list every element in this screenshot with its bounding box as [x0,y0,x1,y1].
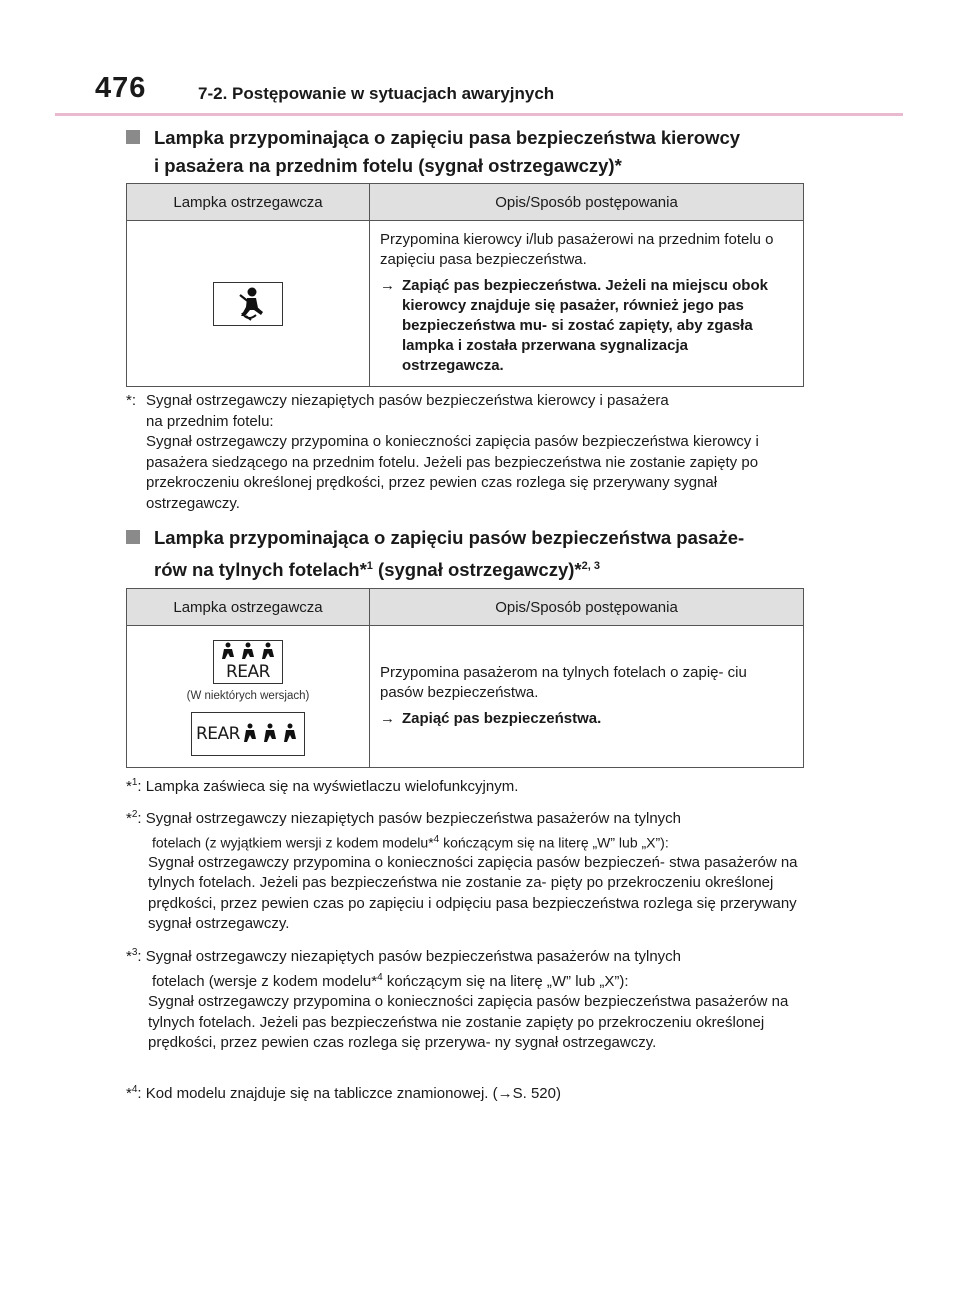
footnote-mark: * [126,778,132,795]
section-title-line: (sygnał ostrzegawczy)* [372,559,582,581]
rear-seatbelt-warning-icon [213,640,283,684]
section-title-rear-seatbelt [126,524,816,584]
action-instruction [380,276,793,376]
seatbelt-warning-icon [213,282,283,326]
description-text: Przypomina pasażerom na tylnych fotelach o zapię- ciu pasów bezpieczeństwa. [380,663,747,701]
section-title-front-seatbelt [126,124,816,180]
footnote-2 [126,805,806,935]
footnote-sup: 3 [131,947,138,958]
footnote-text: : Lampka zaświeca się na wyświetlaczu wielofunkcyjnym. [137,778,519,795]
page-header [95,72,895,116]
action-text: Zapiąć pas bezpieczeństwa. [402,709,602,727]
table-header-lamp: Lampka ostrzegawcza [127,589,370,626]
description-cell [370,626,804,768]
footnote-sup: 4 [377,971,383,983]
footnote-mark: *: [126,392,137,409]
section-title-line: i pasażera na przednim fotelu (sygnał ostrzegawczy)* [154,155,622,176]
chapter-title: 7-2. Postępowanie w sytuacjach awaryjnych [198,84,555,103]
table-header-description: Opis/Sposób postępowania [370,589,804,626]
footnote-sup: 4 [131,1084,138,1095]
warning-table-front [126,183,804,387]
footnote-line: na przednim fotelu: [146,412,274,430]
footnote-line: kończącym się na literę „W” lub „X”): [382,972,629,990]
superscript: 1 [366,560,373,572]
section-title-line: rów na tylnych fotelach* [154,559,367,581]
rear-label: REAR [226,661,270,682]
footnote-mark: * [126,948,132,965]
footnote-4 [126,1080,806,1105]
header-divider [55,113,903,116]
warning-table-rear [126,588,804,768]
lamp-cell [127,626,370,768]
page-number: 476 [95,72,147,104]
footnote-line: fotelach (z wyjątkiem wersji z kodem modelu* [152,834,434,851]
footnote-line: : Sygnał ostrzegawczy niezapiętych pasów bezpieczeństwa pasażerów na tylnych [137,810,682,827]
section-title-line: Lampka przypominająca o zapięciu pasa bezpieczeństwa kierowcy [154,127,741,148]
footnote-line: Sygnał ostrzegawczy niezapiętych pasów bezpieczeństwa kierowcy i pasażera [146,392,669,409]
footnote-front [126,391,806,514]
footnote-mark: * [126,810,132,827]
footnote-body: Sygnał ostrzegawczy przypomina o konieczności zapięcia pasów bezpieczeństwa kierowcy i pasażera siedzącego na przednim fotelu. Jeżeli pas bezpieczeństwa nie zostanie zapięty po przekroczeniu określonej prędkości, przez pewien czas rozlega się przerywany sygnał ostrzegawczy. [146,433,759,512]
footnote-line: fotelach (wersje z kodem modelu* [152,972,378,990]
footnote-1 [126,773,806,798]
footnote-3 [126,943,806,1054]
lamp-cell [127,221,370,387]
footnote-body: Sygnał ostrzegawczy przypomina o konieczności zapięcia pasów bezpieczeń- stwa pasażerów na tylnych fotelach. Jeżeli pas bezpieczeństwa nie zostanie za- pięty po przekroczeniu określonej prędkości, przez pewien czas po zapięciu i odpięciu pasa bezpieczeństwa rozlega się przerywany sygnał ostrzegawczy. [148,853,798,933]
footnote-sup: 2 [131,809,138,820]
rear-seatbelt-warning-icon [191,712,305,756]
footnote-mark: * [126,1085,132,1102]
table-header-description: Opis/Sposób postępowania [370,184,804,221]
action-text: Zapiąć pas bezpieczeństwa. Jeżeli na miejscu obok kierowcy znajduje się pasażer, również jego pas bezpieczeństwa mu- si zostać zapięty, aby zgasła lampka i została przerwana sygnalizacja ostrzegawcza. [402,276,768,374]
square-bullet-icon [126,530,140,544]
seatbelt-row-icon [240,722,300,746]
version-note: (W niektórych wersjach) [186,689,310,702]
footnote-sup: 4 [433,833,440,845]
footnote-line: : Sygnał ostrzegawczy niezapiętych pasów bezpieczeństwa pasażerów na tylnych [137,948,682,965]
footnote-sup: 1 [131,777,138,788]
rear-label: REAR [196,723,240,744]
section-title-line: Lampka przypominająca o zapięciu pasów bezpieczeństwa pasaże- [154,527,745,548]
footnote-line: kończącym się na literę „W” lub „X”): [439,834,669,851]
arrow-icon: → [380,276,395,294]
table-header-lamp: Lampka ostrzegawcza [127,184,370,221]
description-text: Przypomina kierowcy i/lub pasażerowi na przednim fotelu o zapięciu pasa bezpieczeństwa. [380,230,774,268]
arrow-icon: → [380,709,395,727]
action-instruction [380,709,793,729]
description-cell [370,221,804,387]
footnote-body: Sygnał ostrzegawczy przypomina o konieczności zapięcia pasów bezpieczeństwa pasażerów na tylnych fotelach. Jeżeli pas bezpieczeństwa nie zostanie zapięty po przekroczeniu określonej prędkości, przez pewien czas rozlega się przerywa- ny sygnał ostrzegawczy. [148,993,789,1051]
square-bullet-icon [126,130,140,144]
superscript: 2, 3 [581,560,600,572]
footnote-text: : Kod modelu znajduje się na tabliczce znamionowej. (→S. 520) [137,1085,561,1102]
seatbelt-row-icon [218,642,278,662]
